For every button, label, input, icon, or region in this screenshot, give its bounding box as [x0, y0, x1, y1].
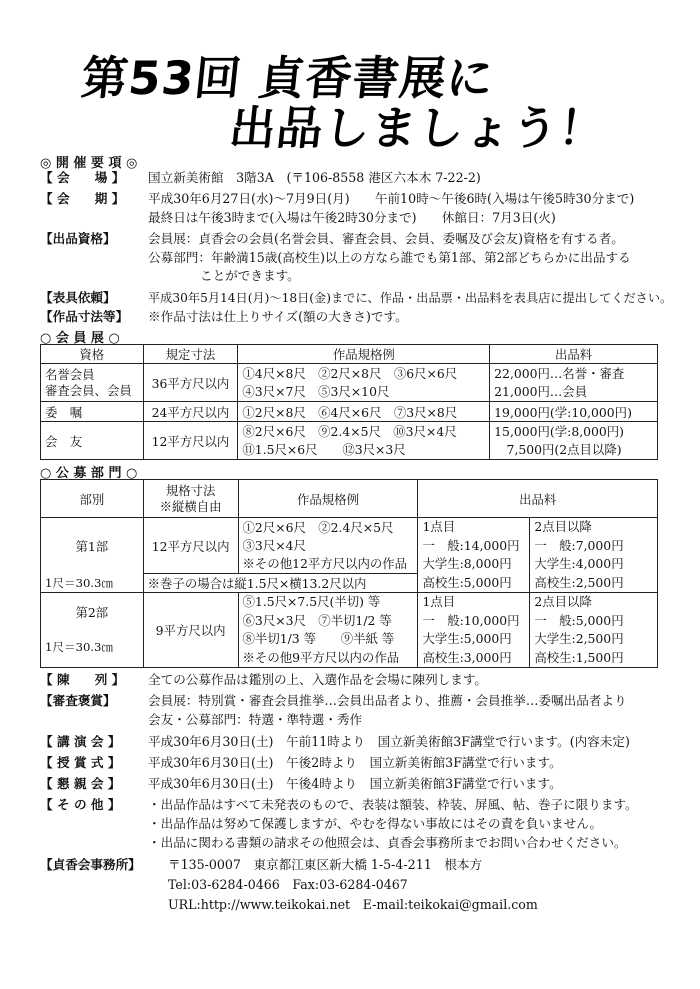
- fee-line: 21,000円…会員: [494, 383, 588, 399]
- awards-line-2: 会友・公募部門：特選・準特選・秀作: [148, 712, 363, 727]
- title-line-2: 出品しましょう！: [226, 101, 609, 155]
- header-size: 規定寸法: [143, 345, 238, 364]
- part2-example: [238, 593, 418, 668]
- party-label: 【 懇 親 会 】: [40, 776, 121, 791]
- office-address: 〒135-0007 東京都江東区新大橋 1-5-4-211 根本方: [168, 857, 483, 872]
- ceremony-label: 【 授 賞 式 】: [40, 755, 121, 770]
- period-label: 【 会 期 】: [40, 191, 125, 206]
- table-row: [41, 364, 658, 402]
- example-line: ④3尺×7尺 ⑤3尺×10尺: [242, 383, 390, 399]
- part2-unit: 1尺＝30.3㎝: [45, 640, 113, 654]
- example-line: ①2尺×6尺 ②2.4尺×5尺: [242, 519, 394, 535]
- fee-line: 2点目以降: [534, 519, 592, 534]
- example-line: ※その他9平方尺以内の作品: [242, 649, 400, 665]
- example-cell: [238, 422, 490, 460]
- example-line: ①4尺×8尺 ②2尺×8尺 ③6尺×6尺: [242, 365, 458, 381]
- other-line-1: ・出品作品はすべて未発表のもので、表装は額装、枠装、屏風、帖、巻子に限ります。: [148, 797, 638, 812]
- fee-line: 一 般:5,000円: [534, 612, 624, 628]
- venue-label: 【 会 場 】: [40, 170, 125, 185]
- fee-line: 大学生:8,000円: [422, 556, 512, 571]
- fee-line: 22,000円…名誉・審査: [494, 365, 625, 381]
- example-cell: ①2尺×8尺 ⑥4尺×6尺 ⑦3尺×8尺: [238, 402, 490, 422]
- header-example: 作品規格例: [238, 480, 418, 518]
- ceremony-text: 平成30年6月30日(土) 午後2時より 国立新美術館3F講堂で行います。: [148, 755, 562, 770]
- fee-cell: [490, 364, 658, 402]
- table-row: [41, 402, 658, 422]
- fee-line: 1点目: [422, 594, 456, 609]
- fee-line: 一 般:14,000円: [422, 537, 520, 553]
- table-header-row: [41, 345, 658, 364]
- title-line-1: 第53回 貞香書展に: [78, 51, 497, 105]
- fee-line: 高校生:2,500円: [534, 574, 624, 590]
- fee-line: 大学生:2,500円: [534, 631, 624, 646]
- part1-fee-first: [418, 518, 530, 593]
- fee-line: 一 般:10,000円: [422, 612, 520, 628]
- part1-example: [238, 518, 418, 574]
- header-qualification: 資格: [41, 345, 144, 364]
- example-line: ⑧2尺×6尺 ⑨2.4×5尺 ⑩3尺×4尺: [242, 423, 457, 439]
- table-header-row: [41, 480, 658, 518]
- size-label: 【作品寸法等】: [40, 309, 129, 324]
- fee-line: 1点目: [422, 519, 456, 534]
- fee-line: 7,500円(2点目以降): [494, 441, 622, 457]
- fee-line: 一 般:7,000円: [534, 537, 624, 553]
- table-row: [41, 518, 658, 574]
- fee-line: 2点目以降: [534, 594, 592, 609]
- size-cell: 24平方尺以内: [143, 402, 238, 422]
- fee-cell: 19,000円(学:10,000円): [490, 402, 658, 422]
- part2-fee-first: [418, 593, 530, 668]
- part2-name: 第2部: [75, 605, 109, 620]
- main-heading: ◎ 開 催 要 項 ◎: [40, 156, 138, 171]
- part1-name: 第1部: [41, 518, 144, 574]
- header-dept: 部別: [41, 480, 144, 518]
- header-example: 作品規格例: [238, 345, 490, 364]
- table-row: [41, 422, 658, 460]
- mounting-text: 平成30年5月14日(月)～18日(金)までに、作品・出品票・出品料を表具店に提出してください。: [148, 291, 673, 305]
- display-text: 全ての公募作品は鑑別の上、入選作品を会場に陳列します。: [148, 672, 488, 687]
- other-label: 【 そ の 他 】: [40, 797, 121, 812]
- part1-size: 12平方尺以内: [143, 518, 238, 574]
- part1-unit: 1尺＝30.3㎝: [41, 574, 144, 593]
- period-line-2: 最終日は午後3時まで(入場は午後2時30分まで) 休館日：7月3日(火): [148, 210, 556, 225]
- fee-line: 高校生:5,000円: [422, 574, 512, 590]
- part2-fee-second: [530, 593, 658, 668]
- period-line-1: 平成30年6月27日(水)～7月9日(月) 午前10時～午後6時(入場は午後5時30分まで): [148, 191, 635, 206]
- example-line: ⑤1.5尺×7.5尺(半切) 等: [242, 594, 381, 609]
- qualification-cell: 名誉会員 審査会員、会員: [41, 364, 144, 402]
- example-line: ⑥3尺×3尺 ⑦半切1/2 等: [242, 612, 392, 628]
- venue-text: 国立新美術館 3階3A (〒106-8558 港区六本木 7-22-2): [148, 170, 481, 185]
- header-fee: 出品料: [418, 480, 658, 518]
- size-text: ※作品寸法は仕上りサイズ(額の大きさ)です。: [148, 309, 408, 324]
- other-line-3: ・出品に関わる書類の請求その他照会は、貞香会事務所までお問い合わせください。: [148, 835, 627, 850]
- office-tel: Tel:03-6284-0466 Fax:03-6284-0467: [168, 877, 408, 892]
- size-cell: 36平方尺以内: [143, 364, 238, 402]
- eligibility-line-1: 会員展：貞香会の会員(名誉会員、審査会員、会員、委嘱及び会友)資格を有する者。: [148, 231, 624, 246]
- eligibility-line-3: ことができます。: [200, 268, 300, 283]
- office-url: URL:http://www.teikokai.net E-mail:teikokai@gmail.com: [168, 897, 538, 912]
- part2-size: 9平方尺以内: [143, 593, 238, 668]
- part2-name-cell: [41, 593, 144, 668]
- member-heading: ○ 会 員 展 ○: [40, 331, 120, 346]
- public-table: [40, 479, 658, 668]
- qualification-cell: 委 嘱: [41, 402, 144, 422]
- member-table: [40, 344, 658, 460]
- mounting-label: 【表具依頼】: [40, 290, 116, 305]
- example-line: ③3尺×4尺: [242, 537, 306, 553]
- fee-line: 高校生:1,500円: [534, 649, 624, 665]
- lecture-text: 平成30年6月30日(土) 午前11時より 国立新美術館3F講堂で行います。(内容未定): [148, 734, 630, 749]
- awards-line-1: 会員展：特別賞・審査会員推挙…会員出品者より、推薦・会員推挙…委嘱出品者より: [148, 693, 627, 708]
- qualification-cell: 会 友: [41, 422, 144, 460]
- size-cell: 12平方尺以内: [143, 422, 238, 460]
- eligibility-line-2: 公募部門：年齢満15歳(高校生)以上の方なら誰でも第1部、第2部どちらかに出品する: [148, 250, 631, 265]
- example-line: ⑪1.5尺×6尺 ⑫3尺×3尺: [242, 441, 406, 457]
- lecture-label: 【 講 演 会 】: [40, 734, 121, 749]
- header-size-note: ※縦横自由: [159, 498, 222, 514]
- part1-note: ※巻子の場合は縦1.5尺×横13.2尺以内: [143, 574, 418, 593]
- header-fee: 出品料: [490, 345, 658, 364]
- header-size: [143, 480, 238, 518]
- fee-line: 大学生:5,000円: [422, 631, 512, 646]
- awards-label: 【審査褒賞】: [40, 693, 116, 708]
- fee-line: 高校生:3,000円: [422, 649, 512, 665]
- table-row: [41, 593, 658, 668]
- fee-cell: [490, 422, 658, 460]
- fee-line: 大学生:4,000円: [534, 556, 624, 571]
- part1-fee-second: [530, 518, 658, 593]
- example-cell: [238, 364, 490, 402]
- example-line: ⑧半切1/3 等 ⑨半紙 等: [242, 631, 395, 646]
- fee-line: 15,000円(学:8,000円): [494, 423, 625, 439]
- public-heading: ○ 公 募 部 門 ○: [40, 466, 138, 481]
- eligibility-label: 【出品資格】: [40, 231, 116, 246]
- display-label: 【 陳 列 】: [40, 672, 125, 687]
- office-label: 【貞香会事務所】: [40, 857, 141, 872]
- header-size-line: 規格寸法: [165, 482, 216, 498]
- example-line: ※その他12平方尺以内の作品: [242, 555, 408, 571]
- party-text: 平成30年6月30日(土) 午後4時より 国立新美術館3F講堂で行います。: [148, 776, 562, 791]
- other-line-2: ・出品作品は努めて保護しますが、やむを得ない事故にはその責を負いません。: [148, 816, 603, 831]
